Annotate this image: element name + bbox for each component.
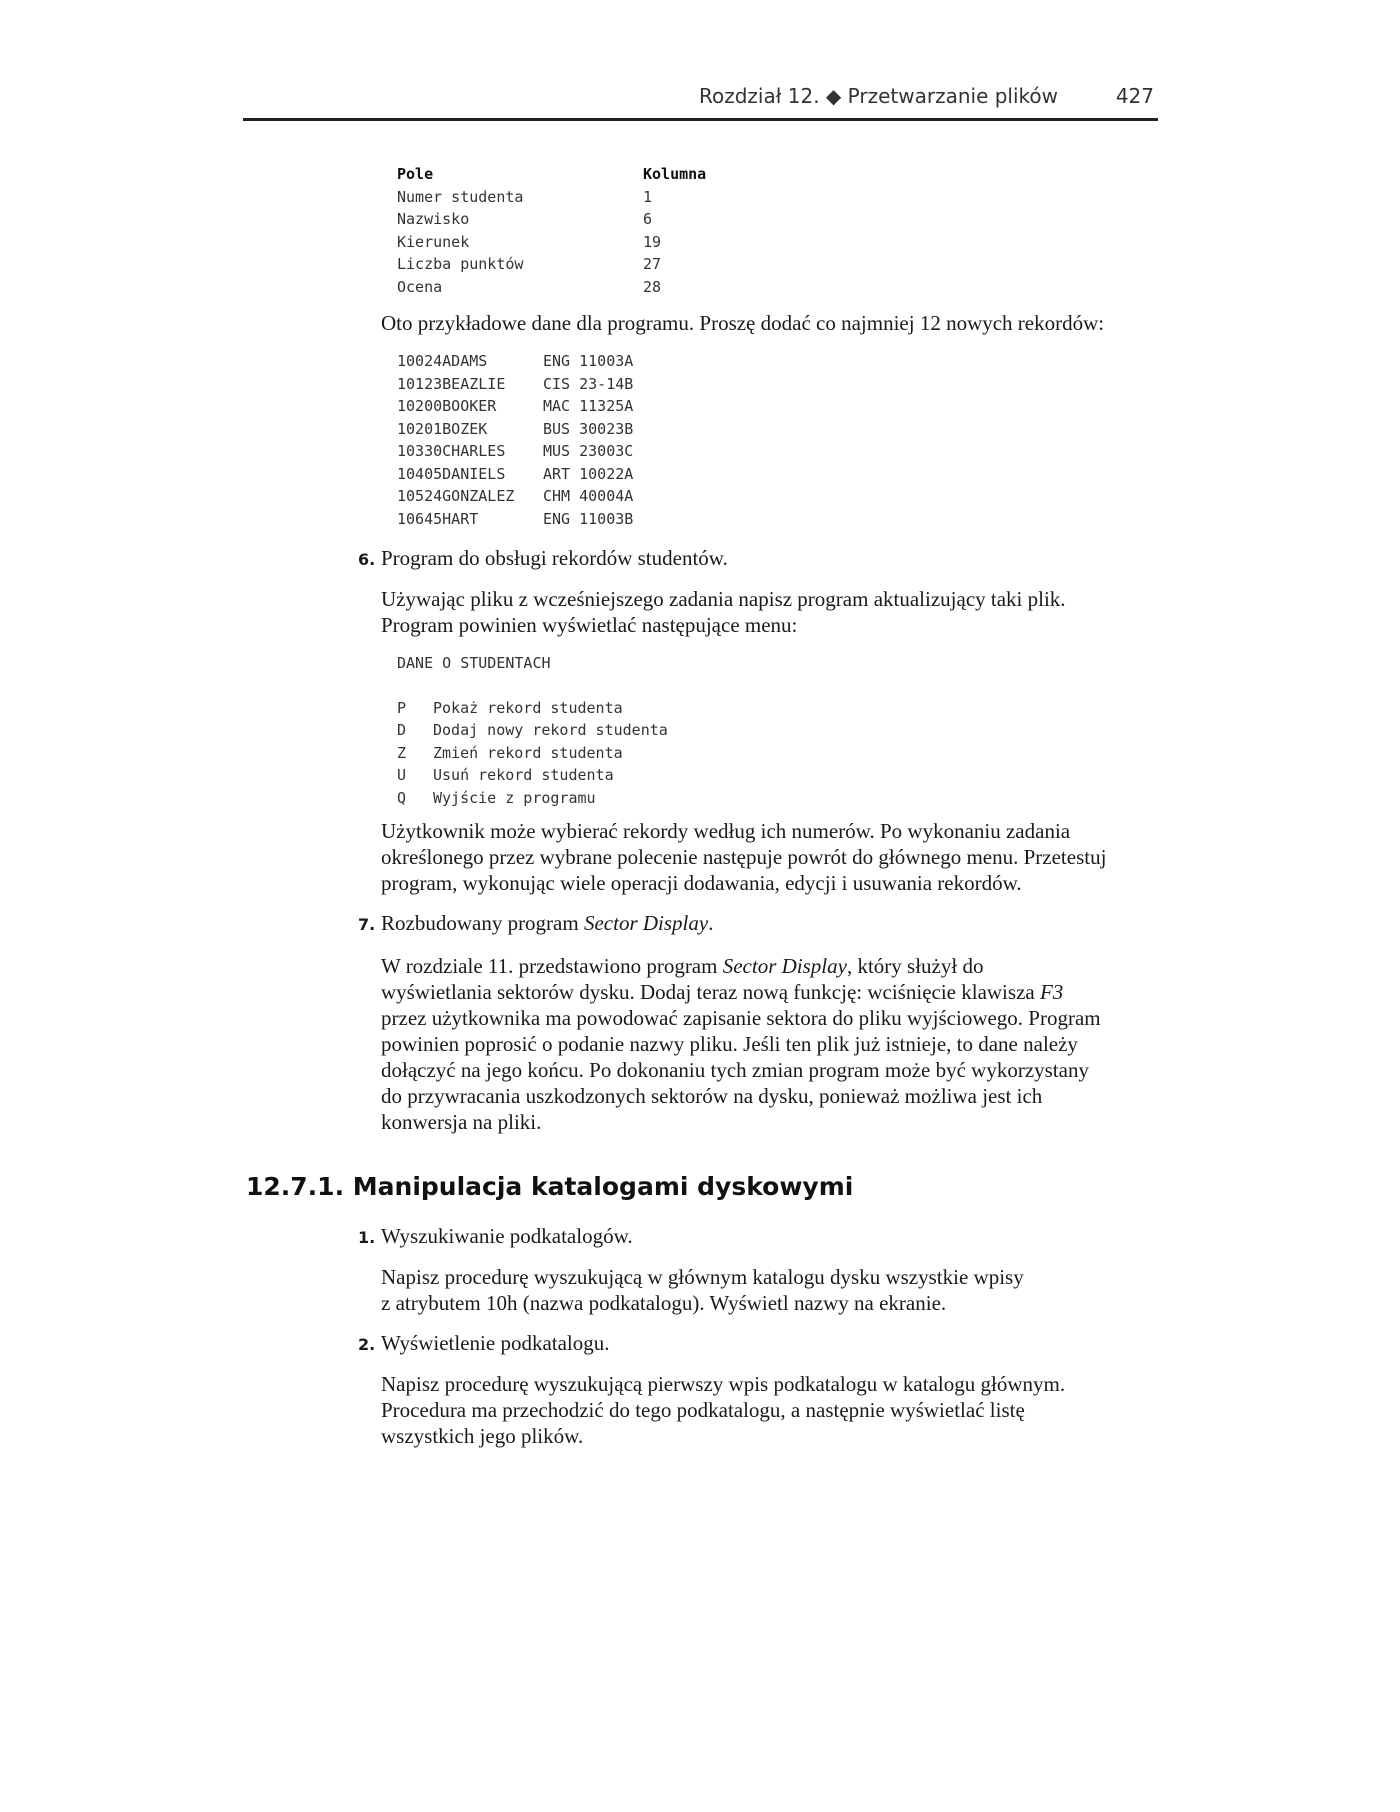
field-column-table [397,163,706,298]
menu-label: Pokaż rekord studenta [433,698,623,717]
menu-item [397,697,668,720]
column-header: Kolumna [643,165,707,183]
list-item: 10645HART ENG 11003B [397,509,634,528]
exercise-6-text: Używając pliku z wcześniejszego zadania napisz program aktualizujący taki plik. Program powinien wyświetlać następujące menu: [381,587,1066,637]
field-column: 1 [643,187,653,206]
running-header [243,80,1158,121]
table-row [397,253,706,276]
chapter-title: Rozdział 12. ◆ Przetwarzanie plików [698,84,1058,108]
menu-item [397,742,668,765]
list-item: 10201BOZEK BUS 30023B [397,419,634,438]
exercise-7-text: W rozdziale 11. przedstawiono program Sector Display, który służył do wyświetlania sektorów dysku. Dodaj teraz nową funkcję: wciśnięcie klawisza F3 przez użytkownika ma powodować zapisanie sektora do pliku wyjściowego. Program powinien poprosić o podanie nazwy pliku. Jeśli ten plik już istnieje, to dane należy dołączyć na jego końcu. Po dokonaniu tych zmian program może być wykorzystany do przywracania uszkodzonych sektorów na dysku, ponieważ możliwa jest ich konwersja na pliki. [381,954,1101,1134]
field-name: Kierunek [397,232,470,251]
table-header [397,163,706,186]
table-row [397,186,706,209]
list-item: 10123BEAZLIE CIS 23-14B [397,374,634,393]
menu-key: Z [397,743,407,762]
menu-key: P [397,698,407,717]
field-column: 6 [643,210,653,228]
menu-key: D [397,721,407,739]
menu-item [397,719,668,742]
section-item-2-text: Napisz procedurę wyszukującą pierwszy wpis podkatalogu w katalogu głównym. Procedura ma przechodzić do tego podkatalogu, a następnie wyświetlać listę wszystkich jego plików. [381,1372,1066,1448]
list-item: 10200BOOKER MAC 11325A [397,397,634,415]
menu-label: Dodaj nowy rekord studenta [433,721,668,739]
section-item-2-title: 2. Wyświetlenie podkatalogu. [358,1331,610,1355]
section-item-1-title: 1. Wyszukiwanie podkatalogów. [358,1224,633,1248]
list-item: 10330CHARLES MUS 23003C [397,442,634,460]
menu-title: DANE O STUDENTACH [397,654,551,672]
field-column: 28 [643,277,662,296]
student-menu [397,652,668,809]
list-item: 10405DANIELS ART 10022A [397,464,634,483]
list-item: 10024ADAMS ENG 11003A [397,352,634,370]
menu-label: Wyjście z programu [433,788,596,807]
field-column: 19 [643,232,662,251]
menu-key: U [397,766,407,784]
field-name: Liczba punktów [397,255,524,273]
menu-item [397,764,668,787]
sample-intro: Oto przykładowe dane dla programu. Proszę dodać co najmniej 12 nowych rekordów: [381,311,1105,335]
field-name: Ocena [397,277,443,296]
table-row [397,231,706,254]
field-header: Pole [397,165,434,183]
menu-label: Usuń rekord studenta [433,766,614,784]
field-column: 27 [643,255,662,273]
section-heading: 12.7.1. Manipulacja katalogami dyskowymi [246,1172,854,1201]
exercise-6-title: 6. Program do obsługi rekordów studentów. [358,546,728,570]
table-row [397,208,706,231]
menu-item [397,787,668,810]
menu-key: Q [397,788,407,807]
list-item: 10524GONZALEZ CHM 40004A [397,487,634,505]
table-row [397,276,706,299]
page-number: 427 [1115,84,1154,108]
section-item-1-text: Napisz procedurę wyszukującą w głównym katalogu dysku wszystkie wpisy z atrybutem 10h (nazwa podkatalogu). Wyświetl nazwy na ekranie. [381,1265,1024,1315]
exercise-6-followup: Użytkownik może wybierać rekordy według ich numerów. Po wykonaniu zadania określonego przez wybrane polecenie następuje powrót do głównego menu. Przetestuj program, wykonując wiele operacji dodawania, edycji i usuwania rekordów. [381,819,1107,895]
menu-label: Zmień rekord studenta [433,743,623,762]
exercise-7-title: 7. Rozbudowany program Sector Display. [358,911,714,935]
field-name: Nazwisko [397,210,470,228]
field-name: Numer studenta [397,187,524,206]
sample-records [397,350,633,530]
